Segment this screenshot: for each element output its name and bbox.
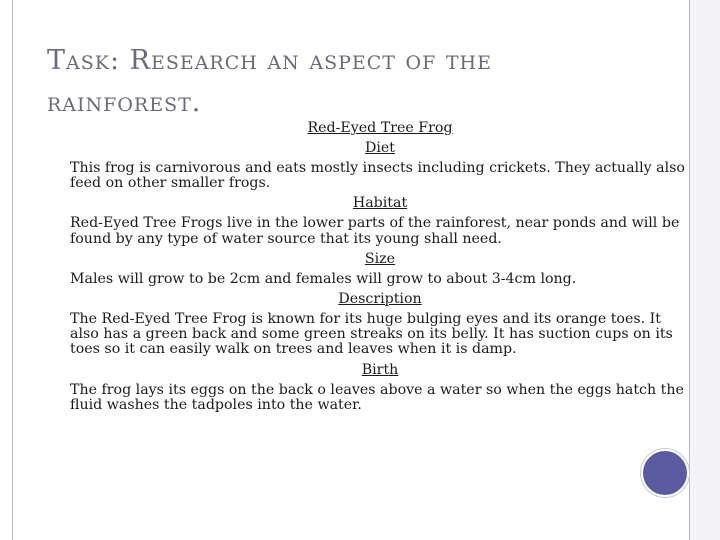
description-text: The Red-Eyed Tree Frog is known for its huge bulging eyes and its orange toes. It also has a green back and some green streaks on its belly. It has suction cups on its toes so it can easily walk on trees and leaves when it is damp. xyxy=(70,311,673,358)
slide-title: Task: Research an aspect of the rainforest. xyxy=(47,45,492,118)
birth-heading: Birth xyxy=(361,361,399,378)
decorative-circle xyxy=(641,449,689,497)
left-rule-decoration xyxy=(12,0,13,540)
habitat-heading: Habitat xyxy=(352,195,408,212)
slide-body xyxy=(70,121,690,418)
right-band-decoration xyxy=(690,0,720,540)
topic-heading: Red-Eyed Tree Frog xyxy=(307,120,453,136)
description-heading: Description xyxy=(338,291,422,308)
diet-text: This frog is carnivorous and eats mostly insects including crickets. They actually also feed on other smaller frogs. xyxy=(70,160,685,192)
diet-heading: Diet xyxy=(364,140,395,156)
size-text: Males will grow to be 2cm and females will grow to about 3-4cm long. xyxy=(70,270,577,287)
habitat-text: Red-Eyed Tree Frogs live in the lower parts of the rainforest, near ponds and will be found by any type of water source that its young shall need. xyxy=(70,215,680,247)
size-heading: Size xyxy=(364,250,396,267)
birth-text: The frog lays its eggs on the back o leaves above a water so when the eggs hatch the fluid washes the tadpoles into the water. xyxy=(70,381,684,413)
